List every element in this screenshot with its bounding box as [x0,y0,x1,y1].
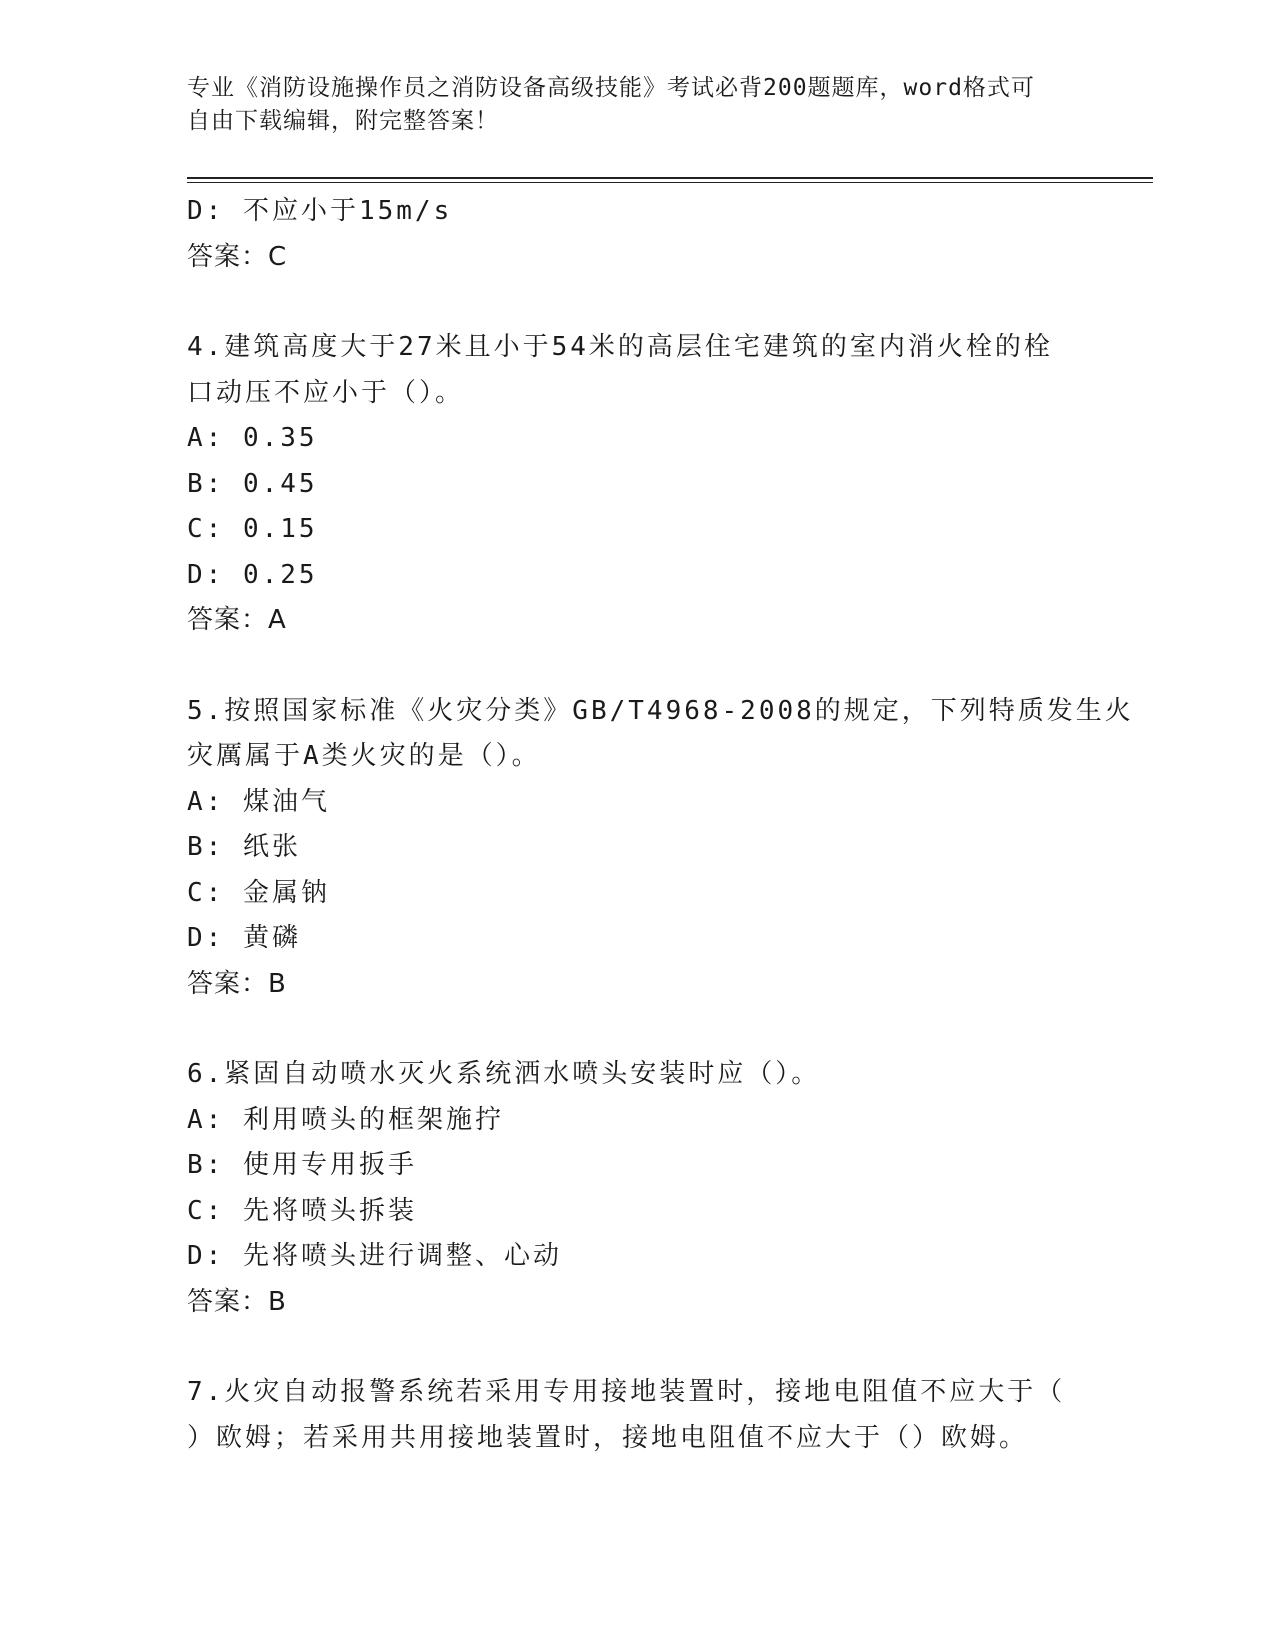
header-line-2: 自由下载编辑，附完整答案！ [187,108,499,134]
question-text-line: ）欧姆；若采用共用接地装置时，接地电阻值不应大于（）欧姆。 [187,1422,1029,1453]
answer: 答案：B [187,1286,287,1317]
answer: 答案：B [187,968,287,999]
header-line-1: 专业《消防设施操作员之消防设备高级技能》考试必背200题题库，word格式可 [187,75,1035,101]
prev-option-d: D: 不应小于15m/s [187,196,453,226]
option-d: D: 先将喷头进行调整、心动 [187,1241,562,1271]
question-list [187,189,1134,1461]
option-a: A: 煤油气 [187,786,330,817]
option-a: A: 0.35 [187,423,318,453]
header-divider-thin [187,182,1153,183]
question-text-line: 4.建筑高度大于27米且小于54米的高层住宅建筑的室内消火栓的栓 [187,332,1053,362]
prev-answer: 答案：C [187,241,288,272]
question-text-line: 灾厲属于A类火灾的是（）。 [187,741,541,771]
page-header [187,72,1087,138]
spacer [187,644,1087,689]
question-7 [187,1370,1087,1461]
option-c: C: 0.15 [187,514,318,544]
question-text-line: 7.火灾自动报警系统若采用专用接地装置时，接地电阻值不应大于（ [187,1377,1066,1407]
question-text-line: 口动压不应小于（）。 [187,377,465,408]
option-b: B: 使用专用扳手 [187,1150,417,1180]
option-a: A: 利用喷头的框架施拧 [187,1104,504,1135]
answer: 答案：A [187,605,287,635]
option-b: B: 纸张 [187,832,301,862]
option-c: C: 金属钠 [187,877,330,908]
option-b: B: 0.45 [187,468,318,499]
header-divider-thick [187,177,1153,179]
question-6 [187,1052,1087,1325]
spacer [187,1325,1087,1370]
option-d: D: 黄磷 [187,923,301,953]
question-text-line: 5.按照国家标准《火灾分类》GB/T4968-2008的规定，下列特质发生火 [187,695,1134,726]
question-text-line: 6.紧固自动喷水灭火系统洒水喷头安装时应（）。 [187,1059,821,1089]
spacer [187,1007,1087,1052]
question-4 [187,325,1087,644]
spacer [187,280,1087,325]
option-c: C: 先将喷头拆装 [187,1195,417,1226]
question-5 [187,689,1134,1008]
option-d: D: 0.25 [187,559,318,590]
